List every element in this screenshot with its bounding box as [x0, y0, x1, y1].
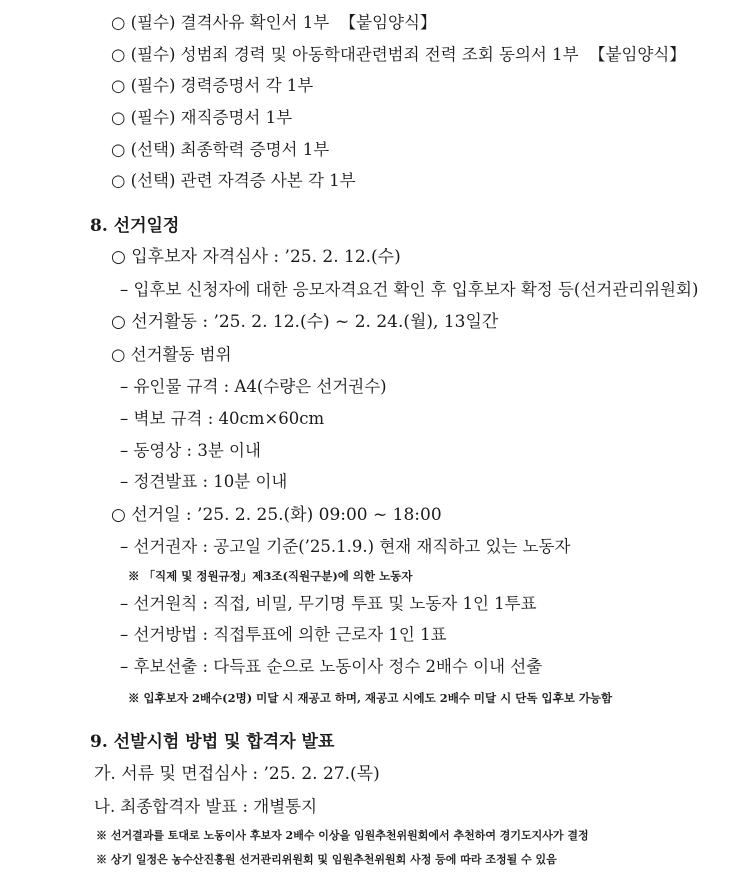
- section-9-title: 9. 선발시험 방법 및 합격자 발표: [90, 732, 335, 752]
- election-principle: – 선거원칙 : 직접, 비밀, 무기명 투표 및 노동자 1인 1투표: [120, 594, 537, 613]
- attachment-tag: 【붙임양식】: [589, 45, 686, 64]
- election-method: – 선거방법 : 직접투표에 의한 근로자 1인 1표: [120, 625, 447, 644]
- doc-item: ○ (필수) 경력증명서 각 1부: [111, 76, 314, 95]
- section-8-title: 8. 선거일정: [90, 216, 180, 236]
- candidate-selection: – 후보선출 : 다득표 순으로 노동이사 정수 2배수 이내 선출: [120, 657, 543, 676]
- doc-item: ○ (선택) 최종학력 증명서 1부: [111, 140, 330, 159]
- screening-note: – 입후보 신청자에 대한 응모자격요건 확인 후 입후보자 확정 등(선거관리위원회): [120, 280, 699, 299]
- scope-item: – 유인물 규격 : A4(수량은 선거권수): [120, 377, 387, 396]
- screening-date: ○ 입후보자 자격심사 : ’25. 2. 12.(수): [111, 247, 401, 267]
- final-announcement: 나. 최종합격자 발표 : 개별통지: [94, 797, 318, 816]
- attachment-tag: 【붙임양식】: [339, 13, 437, 32]
- scope-item: – 동영상 : 3분 이내: [120, 441, 261, 460]
- document-interview-date: 가. 서류 및 면접심사 : ’25. 2. 27.(목): [94, 764, 380, 784]
- voter-eligibility: – 선거권자 : 공고일 기준(’25.1.9.) 현재 재직하고 있는 노동자: [120, 537, 571, 556]
- scope-item: – 정견발표 : 10분 이내: [120, 472, 288, 491]
- doc-item: ○ (선택) 관련 자격증 사본 각 1부: [111, 171, 356, 190]
- doc-item: ○ (필수) 재직증명서 1부: [111, 108, 293, 127]
- doc-item: ○ (필수) 결격사유 확인서 1부 【붙임양식】: [111, 13, 437, 32]
- candidate-note: ※ 입후보자 2배수(2명) 미달 시 재공고 하며, 재공고 시에도 2배수 미달 시 단독 입후보 가능함: [128, 691, 613, 705]
- campaign-period: ○ 선거활동 : ’25. 2. 12.(수) ~ 2. 24.(월), 13일간: [111, 312, 499, 332]
- scope-item: – 벽보 규격 : 40cm×60cm: [120, 409, 325, 428]
- voter-note: ※ 「직제 및 정원규정」제3조(직원구분)에 의한 노동자: [128, 569, 413, 583]
- campaign-scope-title: ○ 선거활동 범위: [111, 345, 232, 364]
- note-schedule-change: ※ 상기 일정은 농수산진흥원 선거관리위원회 및 임원추천위원회 사정 등에 따라 조정될 수 있음: [96, 853, 557, 866]
- doc-item: ○ (필수) 성범죄 경력 및 아동학대관련범죄 전력 조회 동의서 1부 【붙임양식】: [111, 45, 686, 64]
- note-selection-result: ※ 선거결과를 토대로 노동이사 후보자 2배수 이상을 임원추천위원회에서 추천하여 경기도지사가 결정: [96, 829, 589, 842]
- election-day: ○ 선거일 : ’25. 2. 25.(화) 09:00 ~ 18:00: [111, 505, 442, 525]
